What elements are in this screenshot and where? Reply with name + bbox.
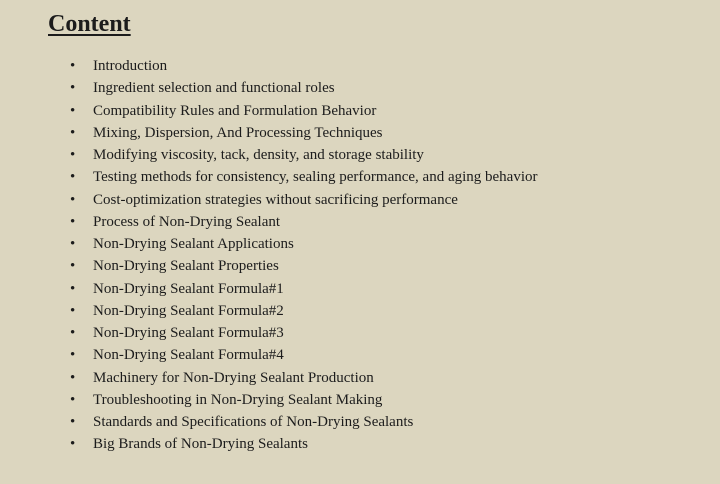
toc-item xyxy=(48,122,538,144)
toc-item-label: Non-Drying Sealant Applications xyxy=(93,236,294,252)
toc-item-label: Ingredient selection and functional roles xyxy=(93,80,335,97)
bullet-icon: • xyxy=(70,147,76,163)
toc-item xyxy=(48,77,538,99)
toc-item-label: Cost-optimization strategies without sacrificing performance xyxy=(93,191,458,208)
toc-item-label: Modifying viscosity, tack, density, and storage stability xyxy=(93,147,424,163)
toc-item-label: Troubleshooting in Non-Drying Sealant Making xyxy=(93,391,383,408)
bullet-icon: • xyxy=(70,124,76,141)
toc-list xyxy=(48,55,538,456)
toc-item xyxy=(48,189,538,211)
toc-item-label: Mixing, Dispersion, And Processing Techniques xyxy=(93,124,383,141)
bullet-icon: • xyxy=(70,436,76,453)
bullet-icon: • xyxy=(70,347,76,364)
toc-item-label: Non-Drying Sealant Formula#2 xyxy=(93,302,284,319)
toc-item xyxy=(48,411,538,433)
toc-item xyxy=(48,144,538,166)
toc-item xyxy=(48,211,538,233)
bullet-icon: • xyxy=(70,213,76,230)
bullet-icon: • xyxy=(70,102,76,119)
toc-item-label: Compatibility Rules and Formulation Behavior xyxy=(93,102,377,119)
toc-item xyxy=(48,367,538,389)
bullet-icon: • xyxy=(70,236,76,252)
toc-item xyxy=(48,278,538,300)
toc-item-label: Standards and Specifications of Non-Drying Sealants xyxy=(93,414,414,430)
toc-item xyxy=(48,166,538,188)
bullet-icon: • xyxy=(70,369,76,386)
bullet-icon: • xyxy=(70,80,76,97)
toc-item-label: Machinery for Non-Drying Sealant Production xyxy=(93,369,374,386)
toc-item xyxy=(48,389,538,411)
bullet-icon: • xyxy=(70,58,76,74)
toc-item xyxy=(48,233,538,255)
toc-item xyxy=(48,55,538,77)
toc-item-label: Non-Drying Sealant Properties xyxy=(93,258,279,275)
bullet-icon: • xyxy=(70,280,76,297)
bullet-icon: • xyxy=(70,191,76,208)
bullet-icon: • xyxy=(70,391,76,408)
toc-item xyxy=(48,100,538,122)
toc-item xyxy=(48,344,538,366)
bullet-icon: • xyxy=(70,258,76,275)
bullet-icon: • xyxy=(70,325,76,341)
bullet-icon: • xyxy=(70,169,76,186)
toc-item-label: Non-Drying Sealant Formula#1 xyxy=(93,280,284,297)
page-title: Content xyxy=(48,11,131,37)
toc-item-label: Testing methods for consistency, sealing performance, and aging behavior xyxy=(93,169,538,186)
toc-item-label: Big Brands of Non-Drying Sealants xyxy=(93,436,308,453)
bullet-icon: • xyxy=(70,414,76,430)
toc-item-label: Non-Drying Sealant Formula#3 xyxy=(93,325,284,341)
toc-item xyxy=(48,322,538,344)
toc-item xyxy=(48,255,538,277)
toc-item-label: Introduction xyxy=(93,58,168,74)
toc-item xyxy=(48,433,538,455)
toc-item-label: Process of Non-Drying Sealant xyxy=(93,213,281,230)
bullet-icon: • xyxy=(70,302,76,319)
toc-item-label: Non-Drying Sealant Formula#4 xyxy=(93,347,284,364)
toc-item xyxy=(48,300,538,322)
